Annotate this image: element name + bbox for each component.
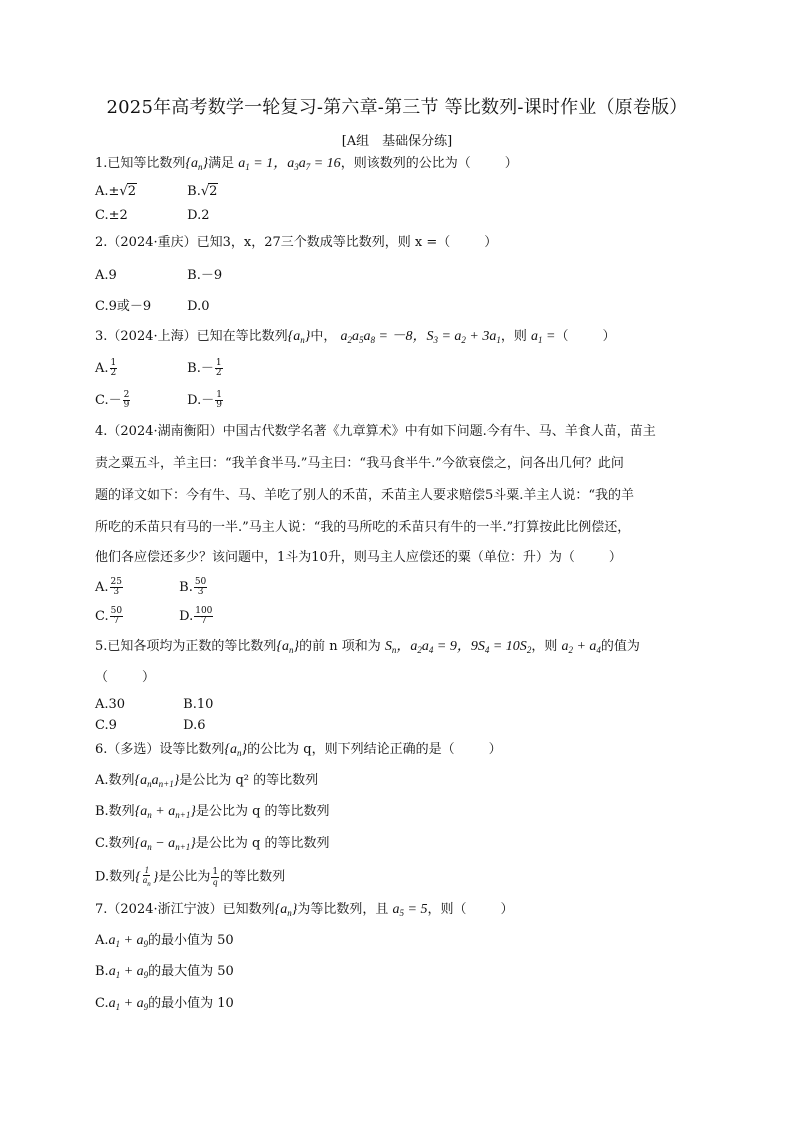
- question-6-stem: 6.（多选）设等比数列$\{a_n\}$的公比为 q，则下列结论正确的是（ ）: [95, 742, 502, 758]
- question-1-options-row1: [95, 182, 218, 202]
- question-1-option-a: A.±√2: [95, 184, 136, 199]
- question-4-options-row1: [95, 578, 208, 598]
- question-3-stem: 3.（2024·上海）已知在等比数列$\{a_n\}$中， $a_2a_5a_8 = -8$，$S_3 = a_2 + 3a_1$，则 $a_1$ =（ ）: [95, 329, 616, 345]
- question-4-line-2: 责之粟五斗，羊主曰：“我羊食半马.”马主曰：“我马食半牛.”今欲衰偿之，问各出几何？此问: [95, 456, 624, 471]
- question-2-option-a: A.9: [95, 268, 117, 283]
- question-6-option-c: C.数列$\{a_n - a_{n+1}\}$是公比为 q 的等比数列: [95, 836, 330, 852]
- question-3-options-row1: [95, 359, 224, 379]
- question-1-option-c: C.±2: [95, 208, 128, 223]
- page-title: 2025年高考数学一轮复习-第六章-第三节 等比数列-课时作业（原卷版）: [106, 97, 688, 118]
- question-1-stem: 1.已知等比数列$\{a_n\}$满足 $a_1 = 1$，$a_3a_7 = 16$，则该数列的公比为（ ）: [95, 156, 518, 172]
- question-5-option-d: D.6: [183, 718, 206, 733]
- question-3-options-row2: [95, 391, 224, 411]
- question-3-option-d: D.－ $\frac{1}{9}$: [187, 390, 222, 410]
- question-1-options-row2: [95, 206, 210, 226]
- question-4-option-c: C. $\frac{50}{7}$: [95, 606, 123, 626]
- question-5-stem: 5.已知各项均为正数的等比数列$\{a_n\}$的前 n 项和为 $S_n$，$a_2a_4 = 9$，$9S_4 = 10S_2$，则 $a_2 + a_4$的值为: [95, 639, 640, 655]
- group-label: [A组 基础保分练]: [341, 134, 453, 149]
- question-4-options-row2: [95, 607, 214, 627]
- question-6-option-b: B.数列$\{a_n + a_{n+1}\}$是公比为 q 的等比数列: [95, 804, 330, 820]
- question-3-option-b: B.－ $\frac{1}{2}$: [187, 358, 222, 378]
- question-7-option-c: $C.a_1 + a_9$的最小值为 10: [95, 996, 234, 1012]
- question-7-option-a: $A.a_1 + a_9$的最小值为 50: [95, 933, 234, 949]
- question-6-option-a: A.数列$\{a_na_{n+1}\}$是公比为 q² 的等比数列: [95, 773, 319, 789]
- question-4-line-4: 所吃的禾苗只有马的一半.”马主人说：“我的马所吃的禾苗只有牛的一半.”打算按此比例偿还，: [95, 520, 631, 535]
- question-5-options-row1: [95, 695, 213, 715]
- question-5-option-a: A.30: [95, 697, 126, 712]
- question-1-option-d: D.2: [187, 208, 210, 223]
- question-2-option-c: C.9或－9: [95, 299, 152, 314]
- question-7-option-b: $B.a_1 + a_9$的最大值为 50: [95, 964, 234, 980]
- question-4-option-a: A. $\frac{25}{3}$: [95, 577, 122, 597]
- question-1-option-b: B.√2: [187, 184, 218, 199]
- question-4-line-1: 4.（2024·湖南衡阳）中国古代数学名著《九章算术》中有如下问题.今有牛、马、羊食人苗，苗主: [95, 424, 656, 439]
- question-4-line-5: 他们各应偿还多少？该问题中，1斗为10升，则马主人应偿还的粟（单位：升）为（ ）: [95, 550, 622, 565]
- question-5-option-b: B.10: [183, 697, 214, 712]
- question-2-stem: 2.（2024·重庆）已知3，x，27三个数成等比数列，则 x =（ ）: [95, 235, 498, 250]
- question-7-stem: 7.（2024·浙江宁波）已知数列$\{a_n\}$为等比数列，且 $a_5 = 5$，则（ ）: [95, 902, 514, 918]
- question-4-option-d: D. $\frac{100}{7}$: [179, 606, 213, 626]
- question-2-options-row2: [95, 297, 210, 317]
- question-5-option-c: C.9: [95, 718, 117, 733]
- question-2-option-b: B.－9: [187, 268, 223, 283]
- question-4-line-3: 题的译文如下：今有牛、马、羊吃了别人的禾苗，禾苗主人要求赔偿5斗粟.羊主人说：“我的羊: [95, 488, 635, 503]
- question-5-options-row2: [95, 716, 206, 736]
- question-6-option-d: D.数列{ $\frac{1}{a_n}$ }是公比为 $\frac{1}{q}$ 的等比数列: [95, 865, 286, 888]
- question-3-option-a: A. $\frac{1}{2}$: [95, 358, 117, 378]
- question-5-answer-paren: （ ）: [95, 670, 156, 685]
- question-2-option-d: D.0: [187, 299, 210, 314]
- question-2-options-row1: [95, 266, 222, 286]
- question-3-option-c: C.－ $\frac{2}{9}$: [95, 390, 130, 410]
- question-4-option-b: B. $\frac{50}{3}$: [179, 577, 207, 597]
